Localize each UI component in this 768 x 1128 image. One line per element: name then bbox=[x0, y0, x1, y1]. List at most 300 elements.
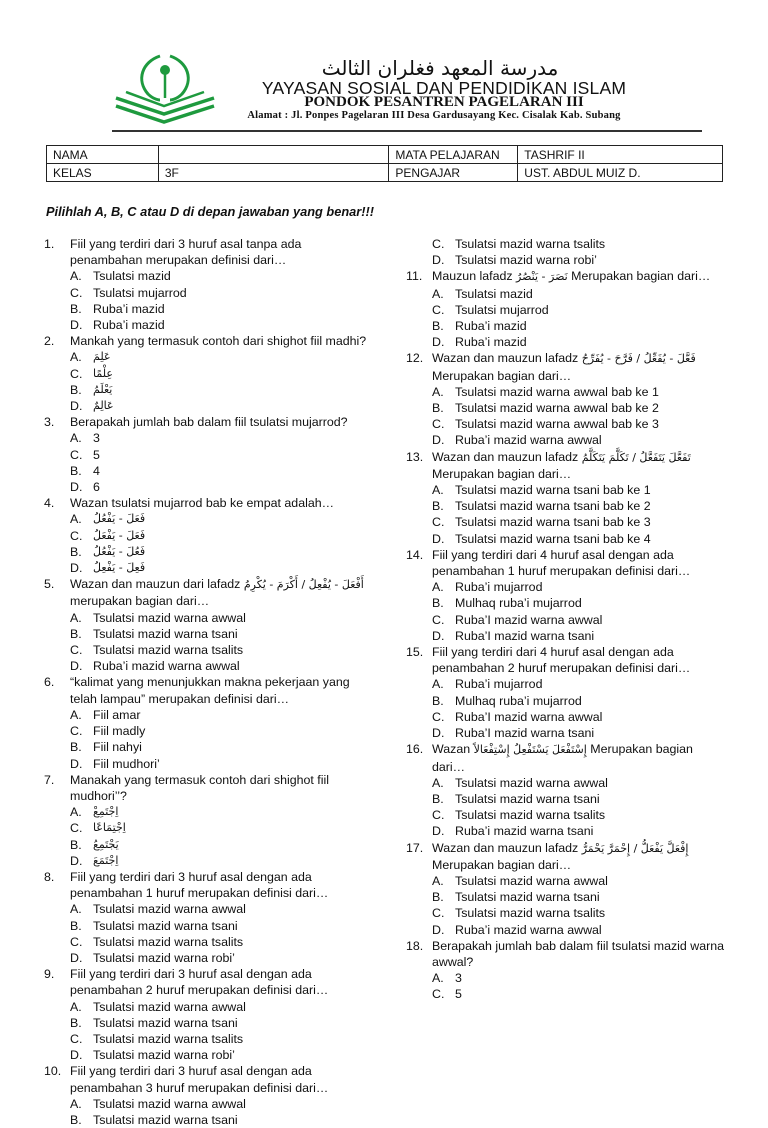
foundation-name: YAYASAN SOSIAL DAN PENDIDIKAN ISLAM bbox=[261, 78, 627, 98]
answer-option[interactable] bbox=[70, 430, 231, 446]
answer-option[interactable] bbox=[432, 725, 726, 741]
option-text: Tsulatsi mazid warna awwal bbox=[93, 999, 246, 1014]
question-text-part: Fiil yang terdiri dari 4 huruf asal dengan ada penambahan 2 huruf merupakan definisi dari… bbox=[432, 645, 691, 676]
answer-option[interactable] bbox=[70, 999, 374, 1015]
answer-option[interactable] bbox=[70, 479, 231, 495]
option-letter: B. bbox=[70, 382, 82, 397]
pesantren-name: PONDOK PESANTREN PAGELARAN III bbox=[304, 94, 584, 110]
option-letter: C. bbox=[70, 643, 83, 658]
label-kelas: KELAS bbox=[47, 164, 159, 182]
option-letter: A. bbox=[70, 805, 82, 820]
option-letter: B. bbox=[432, 890, 444, 905]
answer-option[interactable] bbox=[70, 1031, 374, 1047]
answer-option[interactable] bbox=[432, 514, 726, 530]
option-text: Ruba’i mazid warna awwal bbox=[455, 922, 602, 937]
option-text: Tsulatsi mazid warna tsani bab ke 4 bbox=[455, 531, 651, 546]
answer-option[interactable] bbox=[70, 366, 231, 382]
answer-option[interactable] bbox=[70, 301, 231, 317]
option-text: اِجْتَمِعْ bbox=[93, 805, 119, 819]
option-letter: C. bbox=[70, 285, 83, 300]
question-text bbox=[70, 869, 374, 901]
option-text: يَجْتَمِعُ bbox=[93, 837, 119, 851]
option-letter: B. bbox=[432, 401, 444, 416]
option-letter: A. bbox=[70, 350, 82, 365]
option-letter: A. bbox=[70, 512, 82, 527]
answer-option[interactable] bbox=[432, 400, 726, 416]
option-text: Ruba’I mazid warna awwal bbox=[455, 709, 603, 724]
answer-option[interactable] bbox=[70, 739, 231, 755]
option-letter: C. bbox=[70, 821, 83, 836]
question-number: 11. bbox=[406, 269, 423, 284]
mata-pelajaran-value: TASHRIF II bbox=[518, 146, 723, 164]
answer-options bbox=[44, 430, 374, 495]
option-letter: C. bbox=[70, 934, 83, 949]
option-text: Ruba’i mujarrod bbox=[455, 580, 543, 595]
question-arabic-text: إِفْعَلَّ يَفْعَلُّ / إِحْمَرَّ يَحْمَرُّ bbox=[581, 841, 689, 855]
answer-option[interactable] bbox=[432, 334, 593, 350]
school-logo-book-icon bbox=[112, 52, 218, 126]
option-text: Tsulatsi mazid warna awwal bbox=[455, 775, 608, 790]
question-text bbox=[70, 772, 374, 804]
option-text: Ruba’I mazid warna tsani bbox=[455, 628, 595, 643]
option-text: Tsulatsi mazid warna awwal bab ke 1 bbox=[455, 384, 659, 399]
option-text: يَعْلَمُ bbox=[93, 382, 113, 396]
question-text-after: merupakan bagian dari… bbox=[70, 594, 210, 609]
answer-option[interactable] bbox=[432, 579, 726, 595]
answer-option[interactable] bbox=[432, 628, 726, 644]
option-text: Tsulatsi mazid warna tsalits bbox=[455, 906, 606, 921]
option-letter: B. bbox=[70, 837, 82, 852]
header-divider bbox=[112, 130, 702, 132]
question-row bbox=[44, 772, 374, 804]
question-text bbox=[70, 414, 374, 430]
answer-option[interactable] bbox=[432, 318, 593, 334]
question-text bbox=[432, 547, 726, 579]
answer-options bbox=[406, 236, 726, 268]
question-arabic-text: تَفَعَّلَ يَتَفَعَّلُ / تَكَلَّمَ يَتَكَلَّمُ bbox=[581, 450, 691, 464]
option-text: Tsulatsi mazid warna awwal bbox=[93, 1096, 246, 1111]
option-letter: C. bbox=[70, 447, 83, 462]
question-item bbox=[44, 1063, 374, 1128]
question-item bbox=[406, 449, 726, 547]
question-item bbox=[406, 236, 726, 268]
answer-options bbox=[44, 804, 374, 869]
question-item bbox=[44, 576, 374, 674]
question-number: 1. bbox=[44, 237, 55, 251]
question-text bbox=[70, 966, 374, 998]
answer-option[interactable] bbox=[432, 416, 726, 432]
option-letter: A. bbox=[432, 384, 444, 399]
option-text: Tsulatsi mazid warna tsani bab ke 3 bbox=[455, 515, 651, 530]
option-text: عَالِمٌ bbox=[93, 399, 114, 413]
answer-option[interactable] bbox=[70, 723, 231, 739]
option-text: Ruba’i mazid bbox=[455, 319, 527, 334]
option-text: Ruba’I mazid warna tsani bbox=[455, 726, 595, 741]
option-letter: C. bbox=[432, 417, 445, 432]
option-text: Tsulatsi mazid warna tsalits bbox=[93, 934, 244, 949]
answer-option[interactable] bbox=[432, 807, 726, 823]
question-row bbox=[406, 268, 726, 285]
option-text: Fiil madly bbox=[93, 724, 146, 739]
option-text: Tsulatsi mazid bbox=[93, 269, 171, 284]
exam-instruction: Pilihlah A, B, C atau D di depan jawaban yang benar!!! bbox=[46, 204, 375, 219]
option-letter: C. bbox=[432, 808, 445, 823]
answer-option[interactable] bbox=[70, 853, 231, 869]
question-text-after: Merupakan bagian dari… bbox=[432, 857, 572, 872]
answer-option[interactable] bbox=[70, 398, 231, 414]
answer-option[interactable] bbox=[70, 1047, 374, 1063]
answer-option[interactable] bbox=[70, 901, 374, 917]
question-text-part: Mauzun lafadz bbox=[432, 269, 513, 284]
answer-options bbox=[406, 970, 726, 1002]
option-text: اِجْتِمَاعًا bbox=[93, 821, 126, 835]
option-letter: B. bbox=[432, 791, 444, 806]
option-text: Fiil amar bbox=[93, 707, 141, 722]
answer-option[interactable] bbox=[432, 302, 593, 318]
answer-option[interactable] bbox=[432, 889, 726, 905]
answer-option[interactable] bbox=[432, 873, 726, 889]
option-text: Tsulatsi mazid warna tsani bbox=[93, 626, 238, 641]
option-text: فَعَلَ - يَفْعَلُ bbox=[93, 528, 146, 542]
question-text-part: Fiil yang terdiri dari 3 huruf asal tanpa ada penambahan merupakan definisi dari… bbox=[70, 237, 302, 268]
answer-options bbox=[44, 268, 374, 333]
question-number: 10. bbox=[44, 1064, 62, 1079]
table-row bbox=[47, 146, 723, 164]
answer-option[interactable] bbox=[70, 820, 231, 836]
option-letter: D. bbox=[70, 318, 83, 333]
answer-options bbox=[44, 999, 374, 1064]
question-text bbox=[70, 674, 374, 706]
question-text bbox=[70, 236, 374, 268]
answer-option[interactable] bbox=[432, 970, 593, 986]
option-letter: D. bbox=[70, 853, 83, 868]
option-letter: A. bbox=[432, 286, 444, 301]
question-text bbox=[70, 1063, 374, 1095]
answer-option[interactable] bbox=[70, 610, 374, 626]
option-text: Tsulatsi mazid warna tsani bbox=[93, 1112, 238, 1127]
option-text: Tsulatsi mazid warna awwal bbox=[93, 610, 246, 625]
option-text: Tsulatsi mazid warna robi’ bbox=[93, 1048, 235, 1063]
answer-options bbox=[44, 511, 374, 576]
question-row bbox=[44, 236, 374, 268]
option-letter: C. bbox=[432, 237, 445, 251]
option-text: Tsulatsi mazid warna awwal bab ke 2 bbox=[455, 401, 659, 416]
answer-option[interactable] bbox=[70, 285, 231, 301]
question-row bbox=[406, 449, 726, 482]
question-text-part: Fiil yang terdiri dari 3 huruf asal dengan ada penambahan 2 huruf merupakan definisi dari… bbox=[70, 967, 329, 998]
option-letter: A. bbox=[70, 999, 82, 1014]
question-item bbox=[44, 674, 374, 771]
option-text: Tsulatsi mazid warna robi’ bbox=[455, 253, 597, 268]
question-item bbox=[406, 644, 726, 741]
option-text: عَلِمَ bbox=[93, 350, 111, 364]
answer-options bbox=[406, 482, 726, 547]
answer-option[interactable] bbox=[70, 511, 231, 527]
option-text: Tsulatsi mazid bbox=[455, 286, 533, 301]
answer-option[interactable] bbox=[432, 922, 726, 938]
question-item bbox=[44, 495, 374, 576]
option-text: 5 bbox=[455, 987, 462, 1002]
question-arabic-text: إِسْتَفْعَلَ يَسْتَفْعِلُ إِسْتِفْعَالاً bbox=[473, 743, 587, 757]
question-row bbox=[406, 644, 726, 676]
option-letter: B. bbox=[432, 499, 444, 514]
question-text bbox=[432, 350, 726, 383]
answer-option[interactable] bbox=[70, 528, 231, 544]
label-pengajar: PENGAJAR bbox=[389, 164, 518, 182]
option-text: Ruba’I mazid warna awwal bbox=[455, 612, 603, 627]
answer-options bbox=[406, 286, 726, 351]
option-text: Ruba’i mazid warna awwal bbox=[455, 433, 602, 448]
kelas-value: 3F bbox=[158, 164, 389, 182]
question-text-part: Mankah yang termasuk contoh dari shighot fiil madhi? bbox=[70, 334, 367, 349]
question-row bbox=[44, 414, 374, 430]
option-text: فَعِلَ - يَفْعِلُ bbox=[93, 561, 146, 575]
answer-option[interactable] bbox=[70, 349, 231, 365]
answer-options bbox=[44, 1096, 374, 1128]
option-letter: D. bbox=[70, 950, 83, 965]
question-text bbox=[432, 644, 726, 676]
option-text: Tsulatsi mazid warna robi’ bbox=[93, 950, 235, 965]
answer-option[interactable] bbox=[432, 432, 726, 448]
answer-option[interactable] bbox=[70, 382, 231, 398]
question-text bbox=[432, 840, 726, 873]
question-row bbox=[44, 576, 374, 609]
answer-option[interactable] bbox=[70, 707, 231, 723]
answer-option[interactable] bbox=[432, 482, 726, 498]
option-letter: A. bbox=[432, 775, 444, 790]
option-letter: A. bbox=[432, 873, 444, 888]
question-text bbox=[70, 333, 374, 349]
answer-option[interactable] bbox=[70, 804, 231, 820]
question-text bbox=[70, 495, 374, 511]
label-nama: NAMA bbox=[47, 146, 159, 164]
question-row bbox=[406, 741, 726, 774]
answer-option[interactable] bbox=[432, 531, 726, 547]
option-text: 4 bbox=[93, 463, 100, 478]
answer-options bbox=[406, 579, 726, 644]
answer-options bbox=[406, 384, 726, 449]
question-row bbox=[406, 350, 726, 383]
question-text-part: Wazan dan mauzun dari lafadz bbox=[70, 577, 241, 592]
answer-option[interactable] bbox=[70, 268, 231, 284]
question-number: 8. bbox=[44, 869, 55, 884]
option-letter: B. bbox=[70, 626, 82, 641]
option-text: Tsulatsi mazid warna awwal bab ke 3 bbox=[455, 417, 659, 432]
option-letter: C. bbox=[70, 724, 83, 739]
label-mata-pelajaran: MATA PELAJARAN bbox=[389, 146, 518, 164]
question-item bbox=[44, 869, 374, 966]
answer-option[interactable] bbox=[70, 950, 374, 966]
option-letter: B. bbox=[70, 1112, 82, 1127]
option-text: Tsulatsi mazid warna tsalits bbox=[93, 643, 244, 658]
answer-option[interactable] bbox=[70, 1096, 374, 1112]
option-text: فَعَلَ - يَفْعُلُ bbox=[93, 512, 146, 526]
answer-option[interactable] bbox=[432, 612, 726, 628]
question-row bbox=[406, 938, 726, 970]
answer-option[interactable] bbox=[432, 252, 726, 268]
option-letter: C. bbox=[432, 906, 445, 921]
answer-option[interactable] bbox=[432, 595, 726, 611]
answer-option[interactable] bbox=[70, 1112, 374, 1128]
answer-option[interactable] bbox=[432, 676, 726, 692]
option-text: Mulhaq ruba’i mujarrod bbox=[455, 596, 582, 611]
option-text: Tsulatsi mazid warna tsani bab ke 2 bbox=[455, 499, 651, 514]
question-item bbox=[406, 741, 726, 839]
answer-option[interactable] bbox=[70, 560, 231, 576]
question-text-part: Wazan dan mauzun lafadz bbox=[432, 449, 579, 464]
question-item bbox=[44, 333, 374, 414]
option-letter: A. bbox=[70, 1096, 82, 1111]
option-text: Fiil mudhori’ bbox=[93, 756, 160, 771]
option-letter: D. bbox=[70, 480, 83, 495]
question-row bbox=[44, 869, 374, 901]
question-text-after: Merupakan bagian dari… bbox=[432, 742, 693, 774]
answer-option[interactable] bbox=[432, 498, 726, 514]
option-letter: D. bbox=[432, 433, 445, 448]
answer-option[interactable] bbox=[70, 1015, 374, 1031]
question-text-after: Merupakan bagian dari… bbox=[432, 466, 572, 481]
option-letter: C. bbox=[432, 709, 445, 724]
question-text-part: Wazan dan mauzun lafadz bbox=[432, 840, 579, 855]
question-number: 12. bbox=[406, 351, 424, 366]
option-letter: A. bbox=[432, 483, 444, 498]
question-number: 14. bbox=[406, 547, 424, 562]
question-arabic-text: نَصَرَ - يَنْصُرُ bbox=[516, 270, 568, 284]
option-text: Tsulatsi mazid warna tsani bbox=[93, 918, 238, 933]
question-text-after: Merupakan bagian dari… bbox=[571, 269, 711, 284]
option-letter: D. bbox=[432, 335, 445, 350]
option-letter: B. bbox=[432, 596, 444, 611]
option-letter: C. bbox=[70, 366, 83, 381]
question-text-part: Fiil yang terdiri dari 3 huruf asal dengan ada penambahan 3 huruf merupakan definisi dari… bbox=[70, 1064, 329, 1095]
option-letter: D. bbox=[432, 824, 445, 839]
option-text: اِجْتَمَعَ bbox=[93, 853, 119, 867]
answer-option[interactable] bbox=[432, 286, 593, 302]
option-letter: D. bbox=[70, 399, 83, 414]
option-letter: D. bbox=[70, 756, 83, 771]
option-text: Tsulatsi mujarrod bbox=[93, 285, 187, 300]
option-text: Tsulatsi mazid warna tsalits bbox=[455, 808, 606, 823]
option-letter: B. bbox=[432, 693, 444, 708]
question-number: 17. bbox=[406, 840, 424, 855]
letterhead bbox=[0, 0, 768, 135]
question-text-part: Berapakah jumlah bab dalam fiil tsulatsi mujarrod? bbox=[70, 415, 348, 430]
option-letter: D. bbox=[70, 659, 83, 674]
question-text-part: Berapakah jumlah bab dalam fiil tsulatsi mazid warna awwal? bbox=[432, 938, 725, 969]
answer-option[interactable] bbox=[432, 905, 726, 921]
answer-option[interactable] bbox=[70, 317, 231, 333]
answer-option[interactable] bbox=[70, 544, 231, 560]
question-item bbox=[406, 268, 726, 350]
question-row bbox=[406, 840, 726, 873]
answer-options bbox=[44, 901, 374, 966]
answer-option[interactable] bbox=[432, 236, 726, 252]
answer-option[interactable] bbox=[70, 756, 231, 772]
option-text: Tsulatsi mazid warna tsani bbox=[455, 791, 600, 806]
question-number: 13. bbox=[406, 449, 424, 464]
question-arabic-text: أَفْعَلَ - يُفْعِلُ / أَكْرَمَ - يُكْرِمُ bbox=[243, 578, 364, 592]
question-item bbox=[406, 350, 726, 448]
option-letter: C. bbox=[432, 302, 445, 317]
answer-option[interactable] bbox=[70, 658, 374, 674]
answer-option[interactable] bbox=[70, 642, 374, 658]
option-text: 3 bbox=[455, 971, 462, 986]
question-row bbox=[44, 1063, 374, 1095]
answer-option[interactable] bbox=[432, 823, 726, 839]
answer-options bbox=[406, 676, 726, 741]
question-text-part: “kalimat yang menunjukkan makna pekerjaan yang telah lampau” merupakan definisi dari… bbox=[70, 675, 350, 706]
option-letter: C. bbox=[432, 515, 445, 530]
option-letter: D. bbox=[432, 628, 445, 643]
answer-option[interactable] bbox=[70, 447, 231, 463]
question-text bbox=[432, 741, 726, 774]
question-number: 18. bbox=[406, 938, 424, 953]
question-text bbox=[432, 449, 726, 482]
question-text-part: Wazan bbox=[432, 742, 471, 757]
option-letter: A. bbox=[432, 971, 444, 986]
question-text-part: Fiil yang terdiri dari 4 huruf asal dengan ada penambahan 1 huruf merupakan definisi dari… bbox=[432, 547, 691, 579]
question-item bbox=[406, 547, 726, 644]
answer-options bbox=[44, 349, 374, 414]
questions-column-right bbox=[406, 236, 726, 1003]
question-item bbox=[44, 966, 374, 1063]
question-text bbox=[70, 576, 374, 609]
question-item bbox=[406, 840, 726, 938]
option-text: Tsulatsi mujarrod bbox=[455, 302, 549, 317]
option-letter: D. bbox=[432, 726, 445, 741]
answer-option[interactable] bbox=[70, 837, 231, 853]
option-letter: D. bbox=[432, 531, 445, 546]
question-text bbox=[432, 268, 726, 285]
answer-option[interactable] bbox=[70, 918, 374, 934]
school-arabic-name: مدرسة المعهد فغلران الثالث bbox=[321, 56, 559, 80]
answer-option[interactable] bbox=[70, 934, 374, 950]
answer-options bbox=[44, 707, 374, 772]
student-info-table bbox=[46, 145, 723, 182]
answer-option[interactable] bbox=[432, 775, 726, 791]
option-letter: B. bbox=[70, 463, 82, 478]
answer-option[interactable] bbox=[432, 791, 726, 807]
option-text: 6 bbox=[93, 480, 100, 495]
option-letter: A. bbox=[70, 902, 82, 917]
option-letter: B. bbox=[432, 319, 444, 334]
question-text-part: Wazan dan mauzun lafadz bbox=[432, 351, 579, 366]
answer-option[interactable] bbox=[70, 626, 374, 642]
question-item bbox=[44, 772, 374, 869]
question-row bbox=[44, 333, 374, 349]
option-text: Tsulatsi mazid warna tsani bbox=[455, 890, 600, 905]
question-row bbox=[44, 674, 374, 706]
option-letter: B. bbox=[70, 301, 82, 316]
option-text: Mulhaq ruba’i mujarrod bbox=[455, 693, 582, 708]
answer-option[interactable] bbox=[432, 384, 726, 400]
question-number: 4. bbox=[44, 496, 55, 511]
answer-option[interactable] bbox=[70, 463, 231, 479]
option-letter: D. bbox=[432, 922, 445, 937]
answer-option[interactable] bbox=[432, 693, 726, 709]
answer-option[interactable] bbox=[432, 709, 726, 725]
option-text: Tsulatsi mazid warna tsalits bbox=[93, 1031, 244, 1046]
option-text: Fiil nahyi bbox=[93, 740, 142, 755]
question-text-part: Manakah yang termasuk contoh dari shighot fiil mudhori’’? bbox=[70, 772, 329, 803]
option-letter: B. bbox=[70, 1015, 82, 1030]
question-arabic-text: فَعَّلَ - يُفَعِّلُ / فَرَّحَ - يُفَرِّحُ bbox=[581, 352, 696, 366]
nama-field[interactable] bbox=[158, 146, 389, 164]
option-text: عِلْمًا bbox=[93, 366, 113, 380]
answer-option[interactable] bbox=[432, 986, 593, 1002]
question-number: 9. bbox=[44, 967, 55, 982]
option-text: Tsulatsi mazid warna awwal bbox=[93, 902, 246, 917]
